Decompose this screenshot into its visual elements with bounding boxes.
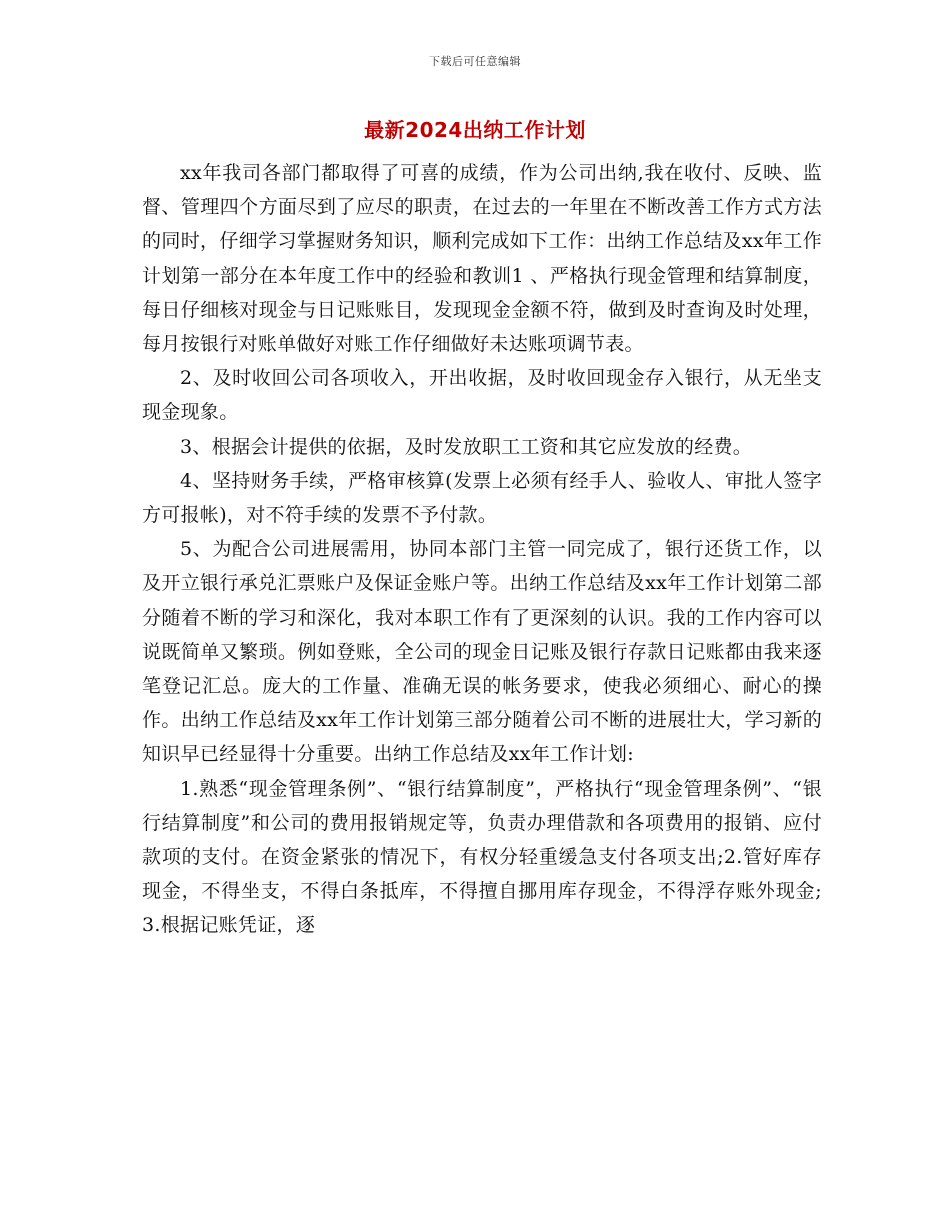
paragraph-plan: 1.熟悉“现金管理条例”、“银行结算制度”，严格执行“现金管理条例”、“银行结算制度”和公司的费用报销规定等，负责办理借款和各项费用的报销、应付款项的支付。在资金紧张的情况下，有权分轻重缓急支付各项支出;2.管好库存现金，不得坐支，不得白条抵库，不得擅自挪用库存现金，不得浮存账外现金;3.根据记账凭证，逐 xyxy=(142,777,822,937)
paragraph-item-4: 4、坚持财务手续，严格审核算(发票上必须有经手人、验收人、审批人签字方可报帐)，对不符手续的发票不予付款。 xyxy=(142,469,822,527)
document-title: 最新2024出纳工作计划 xyxy=(364,118,586,142)
paragraph-intro: xx年我司各部门都取得了可喜的成绩，作为公司出纳,我在收付、反映、监督、管理四个方面尽到了应尽的职责，在过去的一年里在不断改善工作方式方法的同时，仔细学习掌握财务知识，顺利完成如下工作：出纳工作总结及xx年工作计划第一部分在本年度工作中的经验和教训1 、严格执行现金管理和结算制度，每日仔细核对现金与日记账账目，发现现金金额不符，做到及时查询及时处理，每月按银行对账单做好对账工作仔细做好未达账项调节表。 xyxy=(142,162,822,356)
paragraph-item-3: 3、根据会计提供的依据，及时发放职工工资和其它应发放的经费。 xyxy=(180,435,753,458)
paragraph-item-2: 2、及时收回公司各项收入，开出收据，及时收回现金存入银行，从无坐支现金现象。 xyxy=(142,367,822,424)
header-note: 下载后可任意编辑 xyxy=(429,55,521,68)
paragraph-item-5: 5、为配合公司进展需用，协同本部门主管一同完成了，银行还货工作，以及开立银行承兑汇票账户及保证金账户等。出纳工作总结及xx年工作计划第二部分随着不断的学习和深化，我对本职工作有了更深刻的认识。我的工作内容可以说既简单又繁琐。例如登账，全公司的现金日记账及银行存款日记账都由我来逐笔登记汇总。庞大的工作量、准确无误的帐务要求，使我必须细心、耐心的操作。出纳工作总结及xx年工作计划第三部分随着公司不断的进展壮大，学习新的知识早已经显得十分重要。出纳工作总结及xx年工作计划: xyxy=(142,538,822,766)
document-body xyxy=(142,156,822,943)
